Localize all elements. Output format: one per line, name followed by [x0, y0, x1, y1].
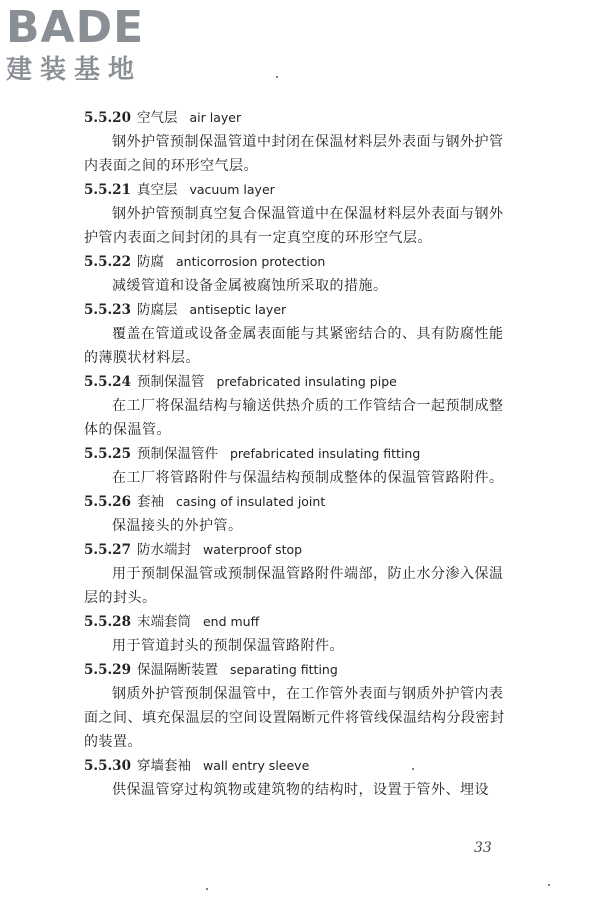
- term-chinese: 真空层: [136, 182, 178, 198]
- term-definition: 保温接头的外护管。: [112, 518, 243, 534]
- term-english: end muff: [202, 614, 260, 629]
- page-number: 33: [474, 840, 492, 856]
- term-definition: 钢外护管预制保温管道中封闭在保温材料层外表面与钢外护管内表面之间的环形空气层。: [84, 134, 504, 174]
- term-heading: [84, 754, 514, 778]
- term-heading: [84, 370, 514, 394]
- scan-speck: [206, 888, 208, 890]
- term-entry: [84, 250, 514, 298]
- term-chinese: 套袖: [136, 494, 164, 510]
- term-entry: [84, 370, 514, 442]
- term-definition: 在工厂将管路附件与保温结构预制成整体的保温管管路附件。: [112, 470, 504, 486]
- term-definition: 覆盖在管道或设备金属表面能与其紧密结合的、具有防腐性能的薄膜状材料层。: [84, 326, 504, 366]
- term-heading: [84, 538, 514, 562]
- term-number: 5.5.25: [84, 446, 131, 462]
- term-number: 5.5.28: [84, 614, 131, 630]
- term-chinese: 防腐: [136, 254, 164, 270]
- term-number: 5.5.23: [84, 302, 131, 318]
- term-english: waterproof stop: [202, 542, 303, 557]
- term-heading: [84, 442, 514, 466]
- term-heading: [84, 106, 514, 130]
- term-definition: 用于预制保温管或预制保温管路附件端部，防止水分渗入保温层的封头。: [84, 566, 504, 606]
- term-entry: [84, 106, 514, 178]
- term-english: separating fitting: [229, 662, 338, 677]
- term-chinese: 防水端封: [136, 542, 191, 558]
- term-definition: 钢外护管预制真空复合保温管道中在保温材料层外表面与钢外护管内表面之间封闭的具有一定真空度的环形空气层。: [84, 206, 504, 246]
- term-english: air layer: [189, 110, 242, 125]
- scan-speck: [276, 76, 278, 78]
- term-number: 5.5.22: [84, 254, 131, 270]
- term-heading: [84, 658, 514, 682]
- term-definition: 在工厂将保温结构与输送供热介质的工作管结合一起预制成整体的保温管。: [84, 398, 504, 438]
- term-heading: [84, 250, 514, 274]
- term-entry: [84, 754, 514, 802]
- term-number: 5.5.27: [84, 542, 131, 558]
- term-heading: [84, 298, 514, 322]
- term-heading: [84, 610, 514, 634]
- term-number: 5.5.21: [84, 182, 131, 198]
- term-english: prefabricated insulating fitting: [229, 446, 421, 461]
- bade-logo: [6, 4, 176, 94]
- scan-speck: [548, 884, 550, 886]
- term-entry: [84, 298, 514, 370]
- term-entry: [84, 490, 514, 538]
- term-chinese: 末端套筒: [136, 614, 191, 630]
- term-number: 5.5.24: [84, 374, 131, 390]
- term-definition: 钢质外护管预制保温管中，在工作管外表面与钢质外护管内表面之间、填充保温层的空间设置隔断元件将管线保温结构分段密封的装置。: [84, 686, 505, 750]
- term-heading: [84, 178, 514, 202]
- term-entry: [84, 178, 514, 250]
- term-chinese: 预制保温管件: [136, 446, 218, 462]
- terms-list: [84, 106, 514, 802]
- term-english: casing of insulated joint: [175, 494, 326, 509]
- term-heading: [84, 490, 514, 514]
- term-entry: [84, 658, 514, 754]
- term-chinese: 防腐层: [136, 302, 178, 318]
- term-entry: [84, 538, 514, 610]
- term-number: 5.5.30: [84, 758, 131, 774]
- scan-speck: [412, 768, 414, 770]
- term-chinese: 保温隔断装置: [136, 662, 218, 678]
- term-number: 5.5.26: [84, 494, 131, 510]
- term-definition: 用于管道封头的预制保温管路附件。: [112, 638, 344, 654]
- term-chinese: 预制保温管: [136, 374, 205, 390]
- term-definition: 供保温管穿过构筑物或建筑物的结构时，设置于管外、埋设: [112, 782, 489, 798]
- logo-mark: BADE: [6, 2, 145, 53]
- term-chinese: 空气层: [136, 110, 178, 126]
- term-english: antiseptic layer: [189, 302, 287, 317]
- term-entry: [84, 610, 514, 658]
- term-english: prefabricated insulating pipe: [216, 374, 397, 389]
- term-entry: [84, 442, 514, 490]
- term-number: 5.5.20: [84, 110, 131, 126]
- term-english: vacuum layer: [189, 182, 275, 197]
- term-number: 5.5.29: [84, 662, 131, 678]
- logo-subtitle: 建装基地: [6, 55, 143, 85]
- term-definition: 减缓管道和设备金属被腐蚀所采取的措施。: [112, 278, 388, 294]
- term-english: anticorrosion protection: [175, 254, 326, 269]
- term-chinese: 穿墙套袖: [136, 758, 191, 774]
- term-english: wall entry sleeve: [202, 758, 310, 773]
